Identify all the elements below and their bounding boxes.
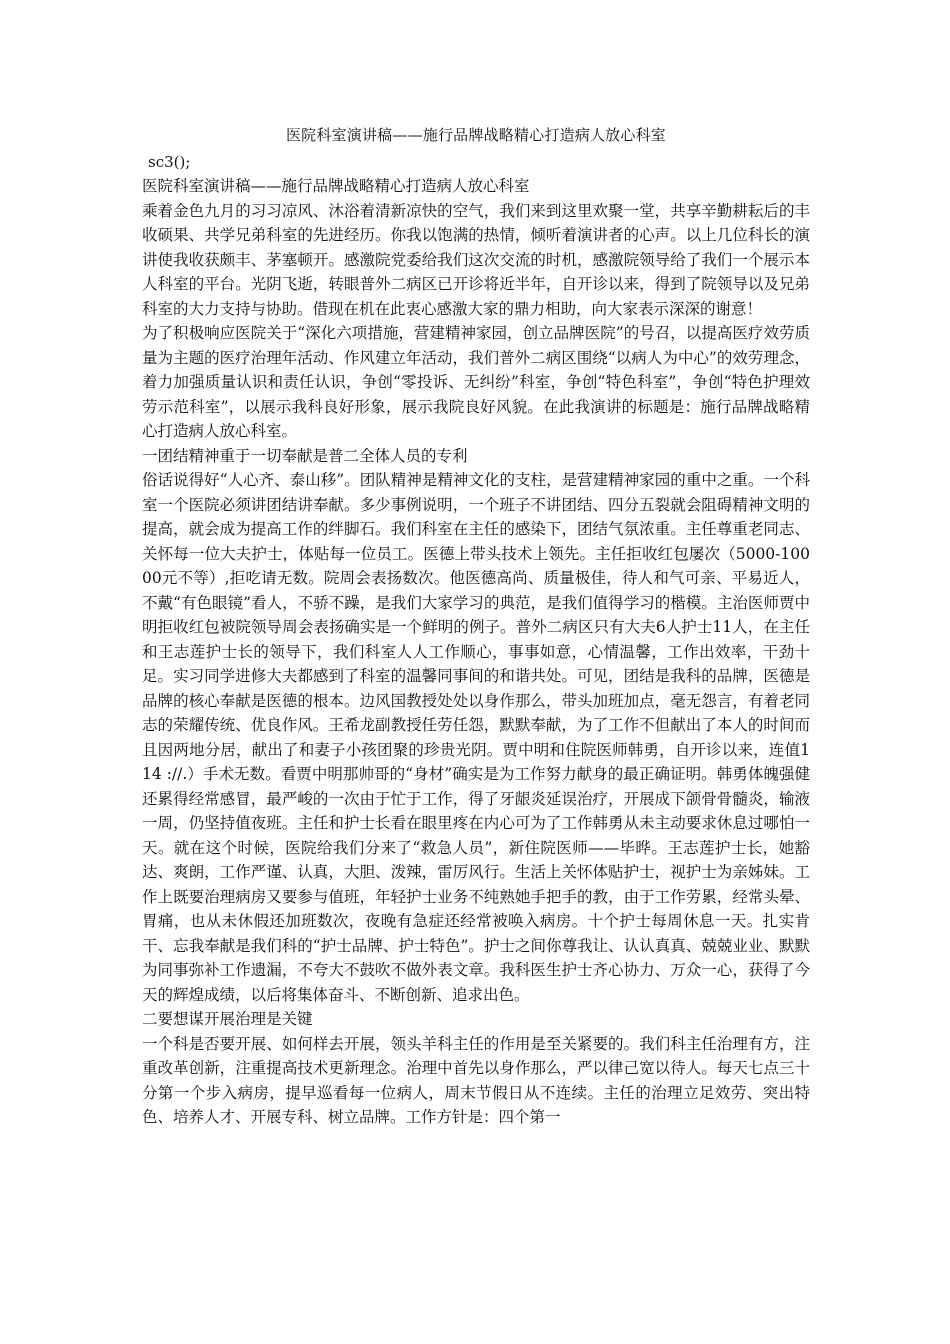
code-line: sc3(); <box>148 153 191 171</box>
paragraph-theme: 为了积极响应医院关于“深化六项措施，营建精神家园，创立品牌医院”的号召，以提高医疗效劳质量为主题的医疗治理年活动、作风建立年活动，我们普外二病区围绕“以病人为中心”的效劳理念，着力加强质量认识和责任认识，争创“零投诉、无纠纷”科室，争创“特色科室”，争创“特色护理效劳示范科室”，以展示我科良好形象，展示我院良好风貌。在此我演讲的标题是：施行品牌战略精心打造病人放心科室。 <box>142 324 810 440</box>
heading-management: 二要想谋开展治理是关键 <box>142 1010 313 1028</box>
document-title: 医院科室演讲稿——施行品牌战略精心打造病人放心科室 <box>285 126 666 144</box>
document-page <box>142 122 810 1130</box>
section-title: 医院科室演讲稿——施行品牌战略精心打造病人放心科室 <box>142 177 530 195</box>
paragraph-management: 一个科是否要开展、如何样去开展，领头羊科主任的作用是至关紧要的。我们科主任治理有方，注重改革创新，注重提高技术更新理念。治理中首先以身作那么，严以律己宽以待人。每天七点三十分第一个步入病房，提早巡看每一位病人，周末节假日从不连续。主任的治理立足效劳、突出特色、培养人才、开展专科、树立品牌。工作方针是：四个第一 <box>142 1034 810 1126</box>
heading-unity: 一团结精神重于一切奉献是普二全体人员的专利 <box>142 446 468 465</box>
paragraph-intro: 乘着金色九月的习习凉风、沐浴着清新凉快的空气，我们来到这里欢聚一堂，共享辛勤耕耘后的丰收硕果、共学兄弟科室的先进经历。你我以饱满的热情，倾听着演讲者的心声。以上几位科长的演讲使我收获颇丰、茅塞顿开。感激院党委给我们这次交流的时机，感激院领导给了我们一个展示本人科室的平台。光阴飞逝，转眼普外二病区已开诊将近半年，自开诊以来，得到了院领导以及兄弟科室的大力支持与协助。借现在机在此衷心感激大家的鼎力相助，向大家表示深深的谢意！ <box>142 201 810 318</box>
paragraph-unity: 俗话说得好“人心齐、泰山移”。团队精神是精神文化的支柱，是营建精神家园的重中之重。一个科室一个医院必须讲团结讲奉献。多少事例说明，一个班子不讲团结、四分五裂就会阻碍精神文明的提高，就会成为提高工作的绊脚石。我们科室在主任的感染下，团结气氛浓重。主任尊重老同志、关怀每一位大夫护士，体贴每一位员工。医德上带头技术上领先。主任拒收红包屡次（5000-10000元不等）,拒吃请无数。院周会表扬数次。他医德高尚、质量极佳，待人和气可亲、平易近人，不戴“有色眼镜”看人，不骄不躁，是我们大家学习的典范，是我们值得学习的楷模。主治医师贾中明拒收红包被院领导周会表扬确实是一个鲜明的例子。普外二病区只有大夫6人护士11人，在主任和王志莲护士长的领导下，我们科室人人工作顺心，事事如意，心情温馨，工作出效率，干劲十足。实习同学进修大夫都感到了科室的温馨同事间的和谐共处。可见，团结是我科的品牌，医德是品牌的核心奉献是医德的根本。边风国教授处处以身作那么，带头加班加点，毫无怨言，有着老同志的荣耀传统、优良作风。王希龙副教授任劳任怨，默默奉献，为了工作不但献出了本人的时间而且因两地分居，献出了和妻子小孩团聚的珍贵光阴。贾中明和住院医师韩勇，自开诊以来，连值114 ://.）手术无数。看贾中明那帅哥的“身材”确实是为工作努力献身的最正确证明。韩勇体魄强健还累得经常感冒，最严峻的一次由于忙于工作，得了牙龈炎延误治疗，开展成下颌骨骨髓炎，输液一周，仍坚持值夜班。主任和护士长看在眼里疼在内心可为了工作韩勇从未主动要求休息过哪怕一天。就在这个时候，医院给我们分来了“救急人员”，新住院医师——毕晔。王志莲护士长，她豁达、爽朗，工作严谨、认真，大胆、泼辣，雷厉风行。生活上关怀体贴护士，视护士为亲姊妹。工作上既要治理病房又要参与值班，年轻护士业务不纯熟她手把手的教，由于工作劳累，经常头晕、胃痛，也从未休假还加班数次，夜晚有急症还经常被唤入病房。十个护士每周休息一天。扎实肯干、忘我奉献是我们科的“护士品牌、护士特色”。护士之间你尊我让、认认真真、兢兢业业、默默为同事弥补工作遗漏，不夸大不鼓吹不做外表文章。我科医生护士齐心协力、万众一心，获得了今天的辉煌成绩，以后将集体奋斗、不断创新、追求出色。 <box>142 471 810 1004</box>
